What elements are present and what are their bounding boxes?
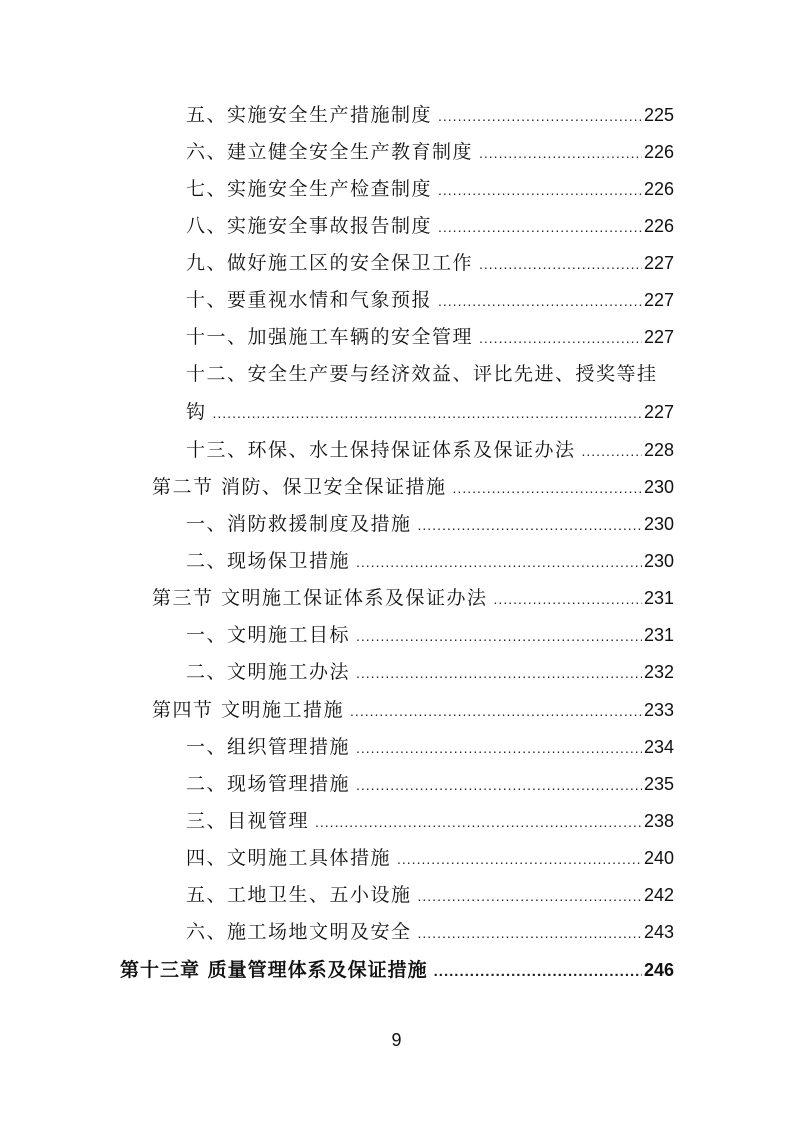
- toc-section-entry[interactable]: [152, 584, 674, 612]
- toc-entry-page: 232: [643, 662, 674, 682]
- dot-leader: [479, 250, 642, 278]
- toc-entry[interactable]: [186, 101, 674, 129]
- dot-leader: [438, 213, 642, 241]
- toc-entry[interactable]: [186, 510, 674, 538]
- dot-leader: [418, 919, 642, 947]
- toc-entry-page: 238: [643, 811, 674, 831]
- dot-leader: [479, 324, 642, 352]
- dot-leader: [438, 102, 642, 130]
- toc-entry-page: 227: [643, 253, 674, 273]
- dot-leader: [356, 548, 642, 576]
- toc-entry[interactable]: [186, 547, 674, 575]
- toc-entry[interactable]: [186, 398, 674, 426]
- toc-entry[interactable]: [186, 175, 674, 203]
- toc-entry-title: 第十三章 质量管理体系及保证措施: [120, 959, 428, 981]
- page-number: 9: [391, 1030, 402, 1050]
- toc-entry-page: 228: [643, 440, 674, 460]
- dot-leader: [434, 958, 642, 986]
- toc-entry-page: 231: [643, 588, 674, 608]
- toc-entry-page: 233: [643, 700, 674, 720]
- toc-section-entry[interactable]: [152, 696, 674, 724]
- toc-entry[interactable]: [186, 286, 674, 314]
- dot-leader: [356, 659, 642, 687]
- toc-entry[interactable]: [186, 621, 674, 649]
- toc-entry-page: 240: [643, 848, 674, 868]
- dot-leader: [350, 697, 642, 725]
- toc-entry-page: 226: [643, 216, 674, 236]
- toc-entry-page: 227: [643, 290, 674, 310]
- toc-entry-title: 一、组织管理措施: [186, 736, 351, 758]
- dot-leader: [315, 808, 642, 836]
- toc-entry-title: 一、文明施工目标: [186, 624, 351, 646]
- dot-leader: [479, 139, 642, 167]
- toc-entry-title: 六、建立健全安全生产教育制度: [186, 141, 474, 163]
- toc-entry-title: 第四节 文明施工措施: [152, 699, 345, 721]
- toc-entry-title: 七、实施安全生产检查制度: [186, 178, 433, 200]
- toc-entry-title: 五、工地卫生、五小设施: [186, 884, 412, 906]
- toc-entry[interactable]: [186, 733, 674, 761]
- dot-leader: [582, 437, 642, 465]
- toc-entry-title: 十、要重视水情和气象预报: [186, 289, 433, 311]
- toc-entry-page: 242: [643, 885, 674, 905]
- toc-entry-title: 第三节 文明施工保证体系及保证办法: [152, 587, 488, 609]
- dot-leader: [356, 734, 642, 762]
- dot-leader: [397, 845, 642, 873]
- dot-leader: [356, 771, 642, 799]
- toc-entry-page: 226: [643, 142, 674, 162]
- toc-entry-title-line2: 钩: [186, 401, 207, 423]
- toc-entry-page: 230: [643, 477, 674, 497]
- toc-entry[interactable]: [186, 658, 674, 686]
- toc-entry-page: 230: [643, 551, 674, 571]
- dot-leader: [356, 622, 642, 650]
- toc-entry[interactable]: [186, 881, 674, 909]
- toc-entry-title-line1[interactable]: 十二、安全生产要与经济效益、评比先进、授奖等挂: [186, 363, 658, 385]
- toc-entry-title: 五、实施安全生产措施制度: [186, 104, 433, 126]
- dot-leader: [438, 176, 642, 204]
- toc-entry[interactable]: [186, 249, 674, 277]
- toc-entry-page: 243: [643, 922, 674, 942]
- toc-entry[interactable]: [186, 918, 674, 946]
- toc-entry-title: 四、文明施工具体措施: [186, 847, 392, 869]
- toc-entry[interactable]: [186, 138, 674, 166]
- toc-entry-page: 225: [643, 105, 674, 125]
- toc-entry-title: 二、现场保卫措施: [186, 550, 351, 572]
- toc-entry-page: 230: [643, 514, 674, 534]
- toc-entry-page: 235: [643, 774, 674, 794]
- dot-leader: [494, 585, 642, 613]
- toc-entry-title: 第二节 消防、保卫安全保证措施: [152, 476, 447, 498]
- toc-entry-page: 227: [643, 402, 674, 422]
- dot-leader: [438, 287, 642, 315]
- dot-leader: [213, 399, 642, 427]
- toc-entry-title: 十三、环保、水土保持保证体系及保证办法: [186, 439, 576, 461]
- toc-entry-page: 227: [643, 327, 674, 347]
- toc-entry[interactable]: [186, 844, 674, 872]
- toc-entry-title: 一、消防救援制度及措施: [186, 513, 412, 535]
- toc-entry[interactable]: [186, 323, 674, 351]
- toc-entry[interactable]: [186, 212, 674, 240]
- toc-entry-title: 六、施工场地文明及安全: [186, 921, 412, 943]
- toc-entry-page: 246: [643, 960, 674, 980]
- toc-entry-title: 二、现场管理措施: [186, 773, 351, 795]
- toc-entry-title: 十一、加强施工车辆的安全管理: [186, 326, 474, 348]
- dot-leader: [418, 511, 642, 539]
- toc-entry-title: 二、文明施工办法: [186, 661, 351, 683]
- dot-leader: [418, 882, 642, 910]
- toc-entry-title: 九、做好施工区的安全保卫工作: [186, 252, 474, 274]
- toc-entry-page: 226: [643, 179, 674, 199]
- toc-entry[interactable]: [186, 770, 674, 798]
- toc-entry-page: 234: [643, 737, 674, 757]
- toc-chapter-entry[interactable]: [120, 956, 674, 984]
- toc-entry[interactable]: [186, 436, 674, 464]
- toc-section-entry[interactable]: [152, 473, 674, 501]
- toc-entry-page: 231: [643, 625, 674, 645]
- dot-leader: [453, 474, 642, 502]
- toc-entry-title: 三、目视管理: [186, 810, 310, 832]
- toc-entry[interactable]: [186, 807, 674, 835]
- toc-entry-title: 八、实施安全事故报告制度: [186, 215, 433, 237]
